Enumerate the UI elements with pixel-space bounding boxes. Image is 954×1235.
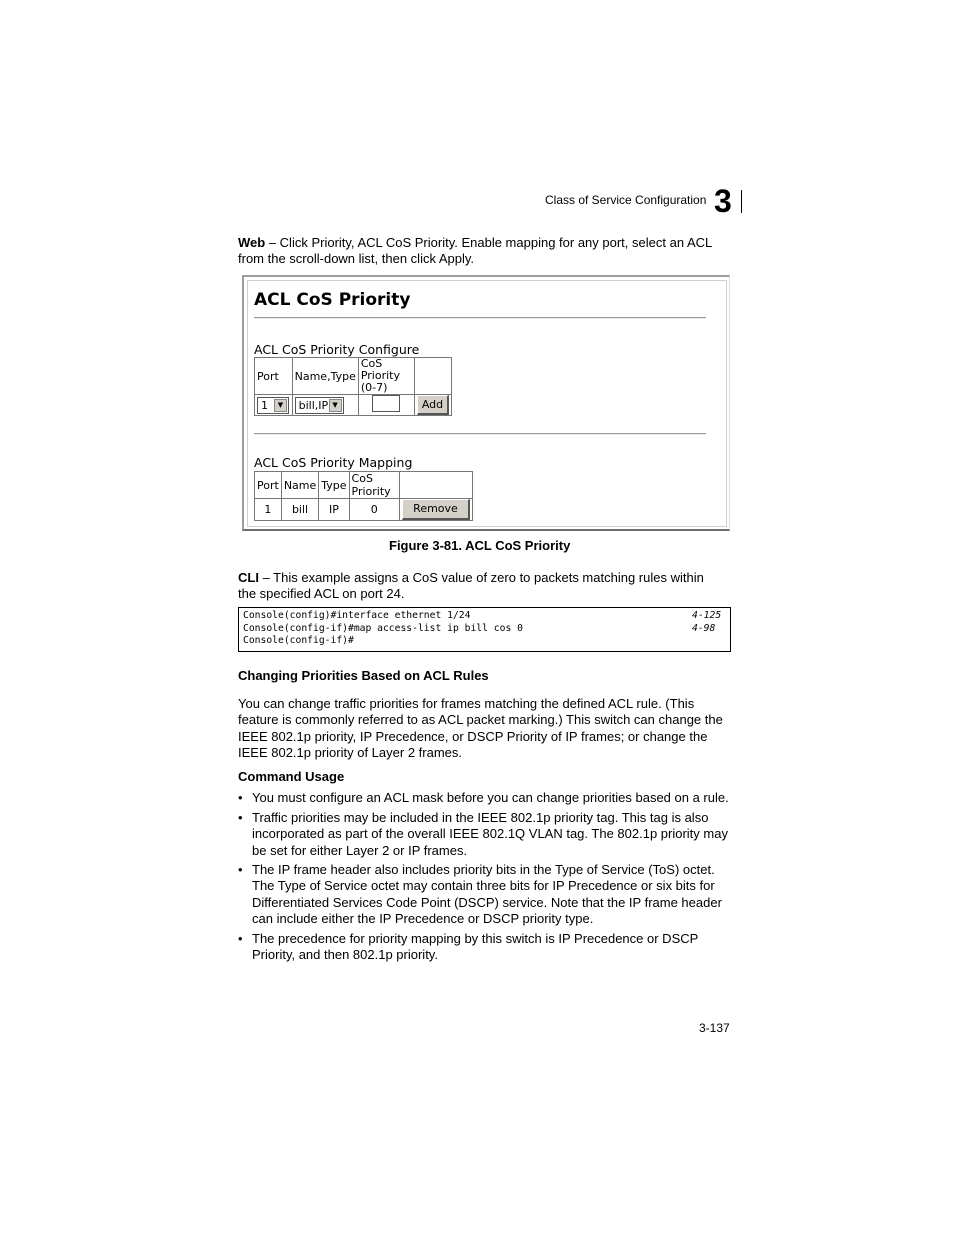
ui-page-title: ACL CoS Priority: [254, 290, 411, 310]
configure-input-row: [255, 395, 452, 416]
cli-code-line: Console(config-if)#map access-list ip bill cos 0: [243, 623, 523, 634]
web-line-1-text: – Click Priority, ACL CoS Priority. Enable mapping for any port, select an ACL: [265, 235, 713, 250]
acl-select-value: bill,IP: [298, 398, 329, 412]
configure-acl-cell: [292, 395, 358, 416]
intro-line: IEEE 802.1p priority, IP Precedence, or DSCP Priority of IP frames; or change the: [238, 728, 708, 744]
mapping-port-value: 1: [255, 499, 282, 521]
cli-page-reference: 4-125: [692, 610, 722, 621]
mapping-type-value: IP: [319, 499, 349, 521]
mapping-remove-cell: [400, 499, 473, 521]
cli-label: CLI: [238, 570, 259, 585]
bullet-line: The Type of Service octet may contain three bits for IP Precedence or six bits for: [252, 878, 715, 894]
bullet-line: can include either the IP Precedence or DSCP priority type.: [252, 911, 594, 927]
mapping-header-action: [400, 472, 473, 499]
bullet-text: [252, 931, 732, 964]
web-label: Web: [238, 235, 266, 250]
cli-page-reference: 4-98: [692, 623, 716, 634]
mapping-row: [255, 499, 473, 521]
cli-code-line: Console(config)#interface ethernet 1/24: [243, 610, 471, 621]
mapping-table: [254, 471, 473, 521]
running-header: Class of Service Configuration: [545, 193, 707, 207]
configure-header-row: [255, 358, 452, 395]
port-select-value: 1: [261, 398, 268, 412]
cli-code-line: Console(config-if)#: [243, 635, 354, 646]
cos-priority-input[interactable]: [372, 395, 400, 412]
port-select[interactable]: [257, 397, 289, 414]
acl-select[interactable]: [295, 397, 344, 414]
configure-header-port: Port: [255, 358, 293, 395]
chevron-down-icon[interactable]: ▼: [274, 399, 287, 412]
web-paragraph: [238, 235, 732, 268]
intro-line: feature is commonly referred to as ACL packet marking.) This switch can change the: [238, 712, 723, 728]
bullet-line: Traffic priorities may be included in the IEEE 802.1p priority tag. This tag is also: [252, 810, 709, 825]
bullet-line: Priority, and then 802.1p priority.: [252, 947, 438, 963]
bullet-text: [252, 862, 732, 928]
bullet-line: be set for either Layer 2 or IP frames.: [252, 842, 468, 858]
mapping-cos-value: 0: [349, 499, 399, 521]
configure-header-cos: [358, 358, 414, 395]
mapping-header-type: Type: [319, 472, 349, 499]
ui-title-divider: [254, 317, 706, 319]
page-number: 3-137: [699, 1021, 730, 1035]
section-heading: Changing Priorities Based on ACL Rules: [238, 668, 489, 683]
command-usage-heading: Command Usage: [238, 769, 345, 784]
configure-table: [254, 357, 452, 416]
intro-paragraph: [238, 696, 732, 762]
configure-header-cos-line2: (0-7): [360, 381, 388, 394]
bullet-text: [252, 810, 732, 859]
bullet-symbol: •: [238, 810, 243, 825]
configure-header-cos-line1: CoS Priority: [360, 357, 400, 382]
mapping-header-row: [255, 472, 473, 499]
bullet-line: The IP frame header also includes priority bits in the Type of Service (ToS) octet.: [252, 862, 715, 877]
bullet-symbol: •: [238, 790, 243, 805]
chapter-number: 3: [714, 183, 732, 219]
remove-button[interactable]: Remove: [402, 499, 470, 520]
cli-paragraph: [238, 570, 732, 603]
web-line-1: [238, 235, 732, 251]
cli-line-2: the specified ACL on port 24.: [238, 586, 405, 602]
chevron-down-icon[interactable]: ▼: [329, 399, 342, 412]
mapping-header-port: Port: [255, 472, 282, 499]
add-button[interactable]: Add: [417, 395, 449, 415]
ui-section-divider: [254, 433, 706, 435]
configure-cos-cell: [358, 395, 414, 416]
bullet-symbol: •: [238, 862, 243, 877]
intro-line: You can change traffic priorities for frames matching the defined ACL rule. (This: [238, 696, 695, 711]
mapping-section-title: ACL CoS Priority Mapping: [254, 455, 413, 470]
cli-line-1: [238, 570, 732, 586]
configure-add-cell: [414, 395, 451, 416]
bullet-line: Differentiated Services Code Point (DSCP) service. Note that the IP frame header: [252, 894, 722, 910]
configure-header-name-type: Name,Type: [292, 358, 358, 395]
mapping-header-cos: CoS Priority: [349, 472, 399, 499]
cli-code-box: [238, 607, 731, 652]
bullet-text: [252, 790, 732, 806]
configure-port-cell: [255, 395, 293, 416]
bullet-line: incorporated as part of the overall IEEE 802.1Q VLAN tag. The 802.1p priority may: [252, 826, 728, 842]
web-line-2: from the scroll-down list, then click Apply.: [238, 251, 475, 267]
bullet-line: The precedence for priority mapping by this switch is IP Precedence or DSCP: [252, 931, 699, 946]
intro-line: IEEE 802.1p priority of Layer 2 frames.: [238, 745, 462, 761]
figure-caption: Figure 3-81. ACL CoS Priority: [389, 538, 571, 553]
chapter-rule: [741, 190, 742, 213]
configure-header-action: [414, 358, 451, 395]
mapping-header-name: Name: [281, 472, 318, 499]
mapping-name-value: bill: [281, 499, 318, 521]
bullet-line: You must configure an ACL mask before you can change priorities based on a rule.: [252, 790, 729, 805]
configure-section-title: ACL CoS Priority Configure: [254, 342, 420, 357]
bullet-symbol: •: [238, 931, 243, 946]
cli-line-1-text: – This example assigns a CoS value of zero to packets matching rules within: [258, 570, 704, 585]
